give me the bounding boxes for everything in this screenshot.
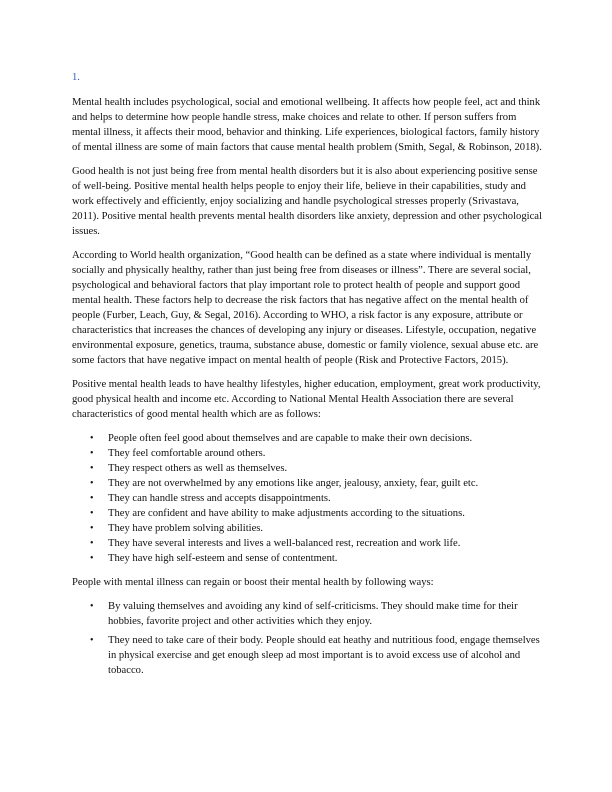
list-item	[90, 491, 542, 506]
document-body	[72, 70, 542, 687]
list-item	[90, 476, 542, 491]
list-item-text: They have several interests and lives a well-balanced rest, recreation and work life.	[108, 538, 461, 549]
bullet-icon: •	[90, 478, 94, 489]
list-item	[90, 461, 542, 476]
list-item-text: People often feel good about themselves and are capable to make their own decisions.	[108, 433, 473, 444]
list-item-text: They are confident and have ability to make adjustments according to the situations.	[108, 508, 465, 519]
list-item-text: They respect others as well as themselves.	[108, 463, 288, 474]
bullet-icon: •	[90, 493, 94, 504]
list-item-text: By valuing themselves and avoiding any kind of self-criticisms. They should make time for their hobbies, favorite project and other activities which they enjoy.	[108, 601, 518, 627]
list-item	[90, 551, 542, 566]
bullet-icon: •	[90, 523, 94, 534]
list-item-text: They have problem solving abilities.	[108, 523, 264, 534]
list-item	[90, 633, 542, 678]
paragraph-positive-mental-health: Positive mental health leads to have healthy lifestyles, higher education, employment, great work productivity, good physical health and income etc. According to National Mental Health Association there are several characteristics of good mental health which are as follows:	[72, 379, 541, 420]
bullet-icon: •	[90, 538, 94, 549]
list-item-text: They need to take care of their body. People should eat heathy and nutritious food, engage themselves in physical exercise and get enough sleep ad most important is to avoid excess use of alcohol and tobacco.	[108, 635, 540, 676]
list-item-text: They feel comfortable around others.	[108, 448, 266, 459]
bullet-icon: •	[90, 463, 94, 474]
section-number: 1.	[72, 72, 80, 83]
list-item-text: They are not overwhelmed by any emotions like anger, jealousy, anxiety, fear, guilt etc.	[108, 478, 479, 489]
ways-list	[72, 599, 542, 678]
bullet-icon: •	[90, 601, 94, 612]
list-item	[90, 521, 542, 536]
list-item	[90, 599, 542, 629]
bullet-icon: •	[90, 508, 94, 519]
bullet-icon: •	[90, 635, 94, 646]
bullet-icon: •	[90, 433, 94, 444]
paragraph-who-definition: According to World health organization, “Good health can be defined as a state where individual is mentally socially and physically healthy, rather than just being free from diseases or illness”. There are several social, psychological and behavioral factors that play important role to protect health of people and support good mental health. These factors help to decrease the risk factors that has negative affect on the mental health of people (Furber, Leach, Guy, & Segal, 2016). According to WHO, a risk factor is any exposure, attribute or characteristics that increases the chances of developing any injury or diseases. Lifestyle, occupation, negative environmental exposure, genetics, trauma, substance abuse, domestic or family violence, sexual abuse etc. are some factors that have negative impact on mental health of people (Risk and Protective Factors, 2015).	[72, 250, 539, 366]
bullet-icon: •	[90, 448, 94, 459]
list-item-text: They can handle stress and accepts disappointments.	[108, 493, 331, 504]
characteristics-list	[72, 431, 542, 566]
bullet-icon: •	[90, 553, 94, 564]
list-item	[90, 431, 542, 446]
list-item-text: They have high self-esteem and sense of contentment.	[108, 553, 338, 564]
list-item	[90, 446, 542, 461]
paragraph-ways-intro: People with mental illness can regain or boost their mental health by following ways:	[72, 577, 434, 588]
list-item	[90, 506, 542, 521]
paragraph-good-health: Good health is not just being free from mental health disorders but it is also about experiencing positive sense of well-being. Positive mental health helps people to enjoy their life, believe in their capabilities, study and work effectively and efficiently, enjoy socializing and handle psychological stresses properly (Srivastava, 2011). Positive mental health prevents mental health disorders like anxiety, depression and other psychological issues.	[72, 166, 542, 237]
list-item	[90, 536, 542, 551]
paragraph-mental-health-definition: Mental health includes psychological, social and emotional wellbeing. It affects how people feel, act and think and helps to determine how people handle stress, make choices and relate to other. If person suffers from mental illness, it affects their mood, behavior and thinking. Life experiences, biological factors, family history of mental illness are some of main factors that cause mental health problem (Smith, Segal, & Robinson, 2018).	[72, 97, 542, 153]
